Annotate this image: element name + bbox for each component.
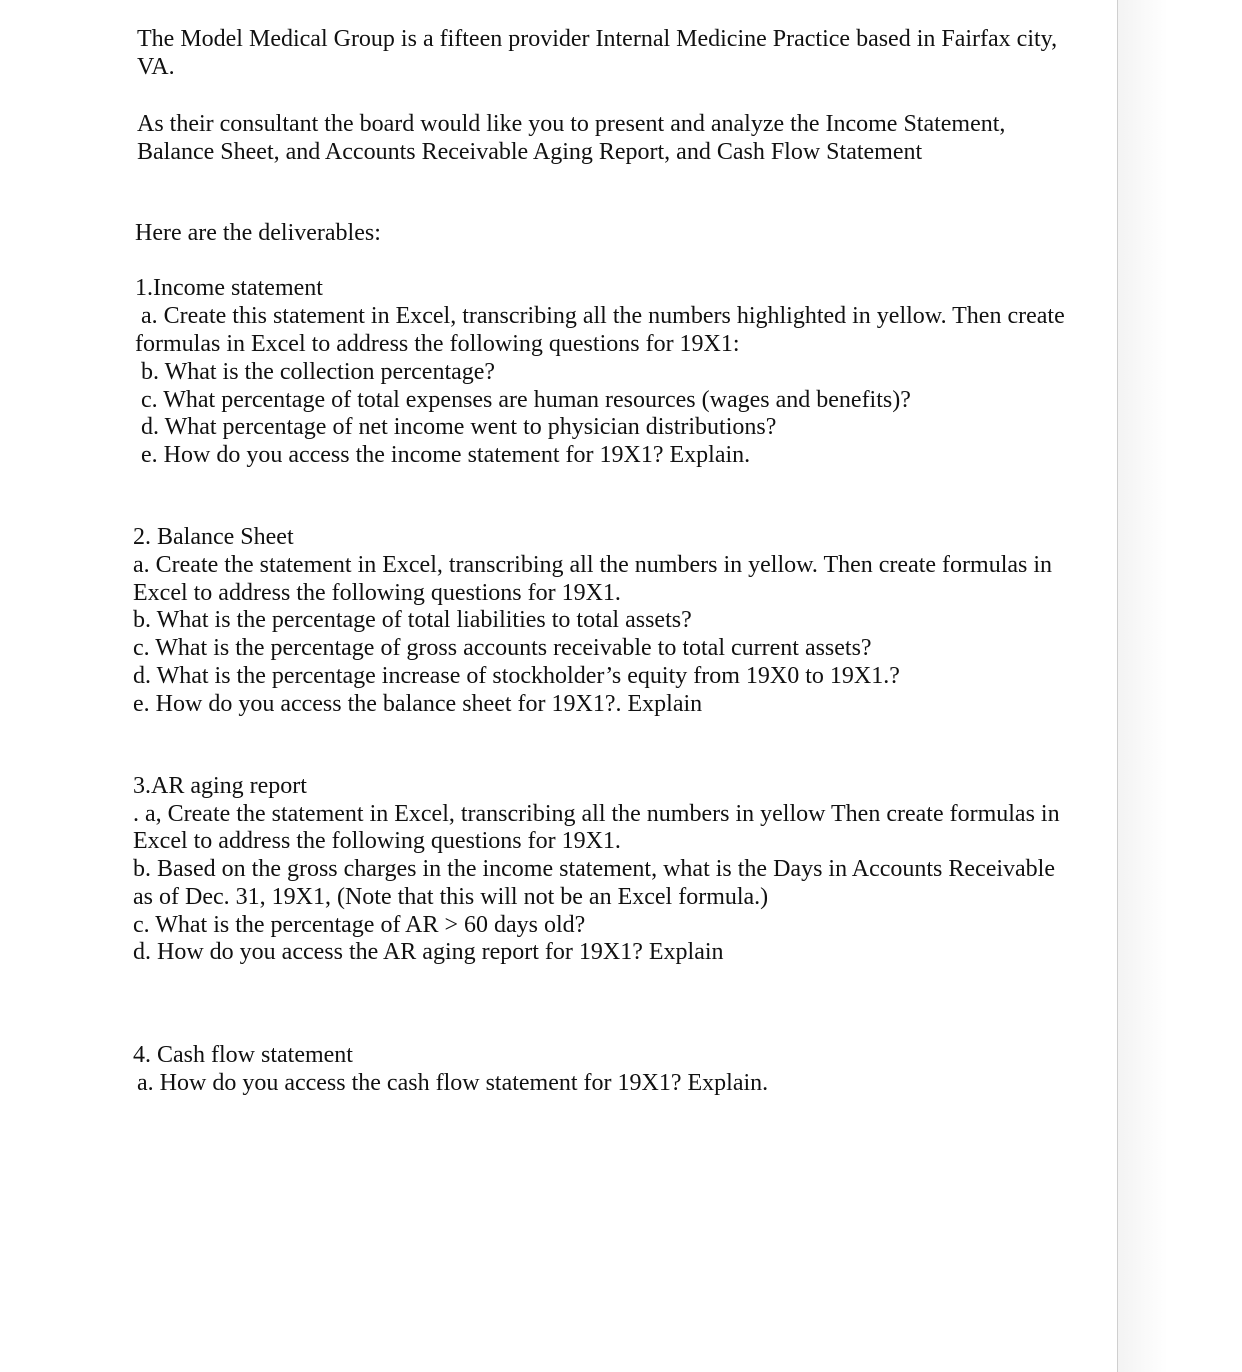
ar-item-a-line-1: . a, Create the statement in Excel, transcribing all the numbers in yellow Then create formulas in (133, 801, 1060, 827)
income-item-c: c. What percentage of total expenses are human resources (wages and benefits)? (141, 387, 911, 413)
ar-item-d: d. How do you access the AR aging report for 19X1? Explain (133, 939, 724, 965)
income-item-d: d. What percentage of net income went to physician distributions? (141, 414, 777, 440)
income-item-a-line-1: a. Create this statement in Excel, transcribing all the numbers highlighted in yellow. Then create (141, 303, 1065, 329)
balance-item-b: b. What is the percentage of total liabilities to total assets? (133, 607, 692, 633)
ar-aging-heading: 3.AR aging report (133, 773, 307, 799)
income-statement-heading: 1.Income statement (135, 275, 323, 301)
page-edge (1117, 0, 1118, 1372)
intro-line-2: VA. (137, 54, 175, 80)
intro-line-3: As their consultant the board would like you to present and analyze the Income Statement, (137, 111, 1006, 137)
balance-sheet-heading: 2. Balance Sheet (133, 524, 294, 550)
balance-item-d: d. What is the percentage increase of stockholder’s equity from 19X0 to 19X1.? (133, 663, 900, 689)
ar-item-b-line-1: b. Based on the gross charges in the income statement, what is the Days in Accounts Receivable (133, 856, 1055, 882)
deliverables-heading: Here are the deliverables: (135, 220, 381, 246)
balance-item-a-line-1: a. Create the statement in Excel, transcribing all the numbers in yellow. Then create formulas in (133, 552, 1053, 578)
ar-item-b-line-2: as of Dec. 31, 19X1, (Note that this will not be an Excel formula.) (133, 884, 769, 910)
intro-line-1: The Model Medical Group is a fifteen provider Internal Medicine Practice based in Fairfax city, (137, 26, 1058, 52)
page-shadow (1118, 0, 1242, 1372)
ar-item-c: c. What is the percentage of AR > 60 days old? (133, 912, 586, 938)
cash-flow-item-a: a. How do you access the cash flow statement for 19X1? Explain. (137, 1070, 769, 1096)
ar-item-a-line-2: Excel to address the following questions for 19X1. (133, 828, 621, 854)
cash-flow-heading: 4. Cash flow statement (133, 1042, 353, 1068)
balance-item-e: e. How do you access the balance sheet for 19X1?. Explain (133, 691, 703, 717)
balance-item-c: c. What is the percentage of gross accounts receivable to total current assets? (133, 635, 872, 661)
income-item-b: b. What is the collection percentage? (141, 359, 496, 385)
income-item-a-line-2: formulas in Excel to address the following questions for 19X1: (135, 331, 740, 357)
intro-line-4: Balance Sheet, and Accounts Receivable Aging Report, and Cash Flow Statement (137, 139, 923, 165)
balance-item-a-line-2: Excel to address the following questions for 19X1. (133, 580, 621, 606)
income-item-e: e. How do you access the income statement for 19X1? Explain. (141, 442, 751, 468)
